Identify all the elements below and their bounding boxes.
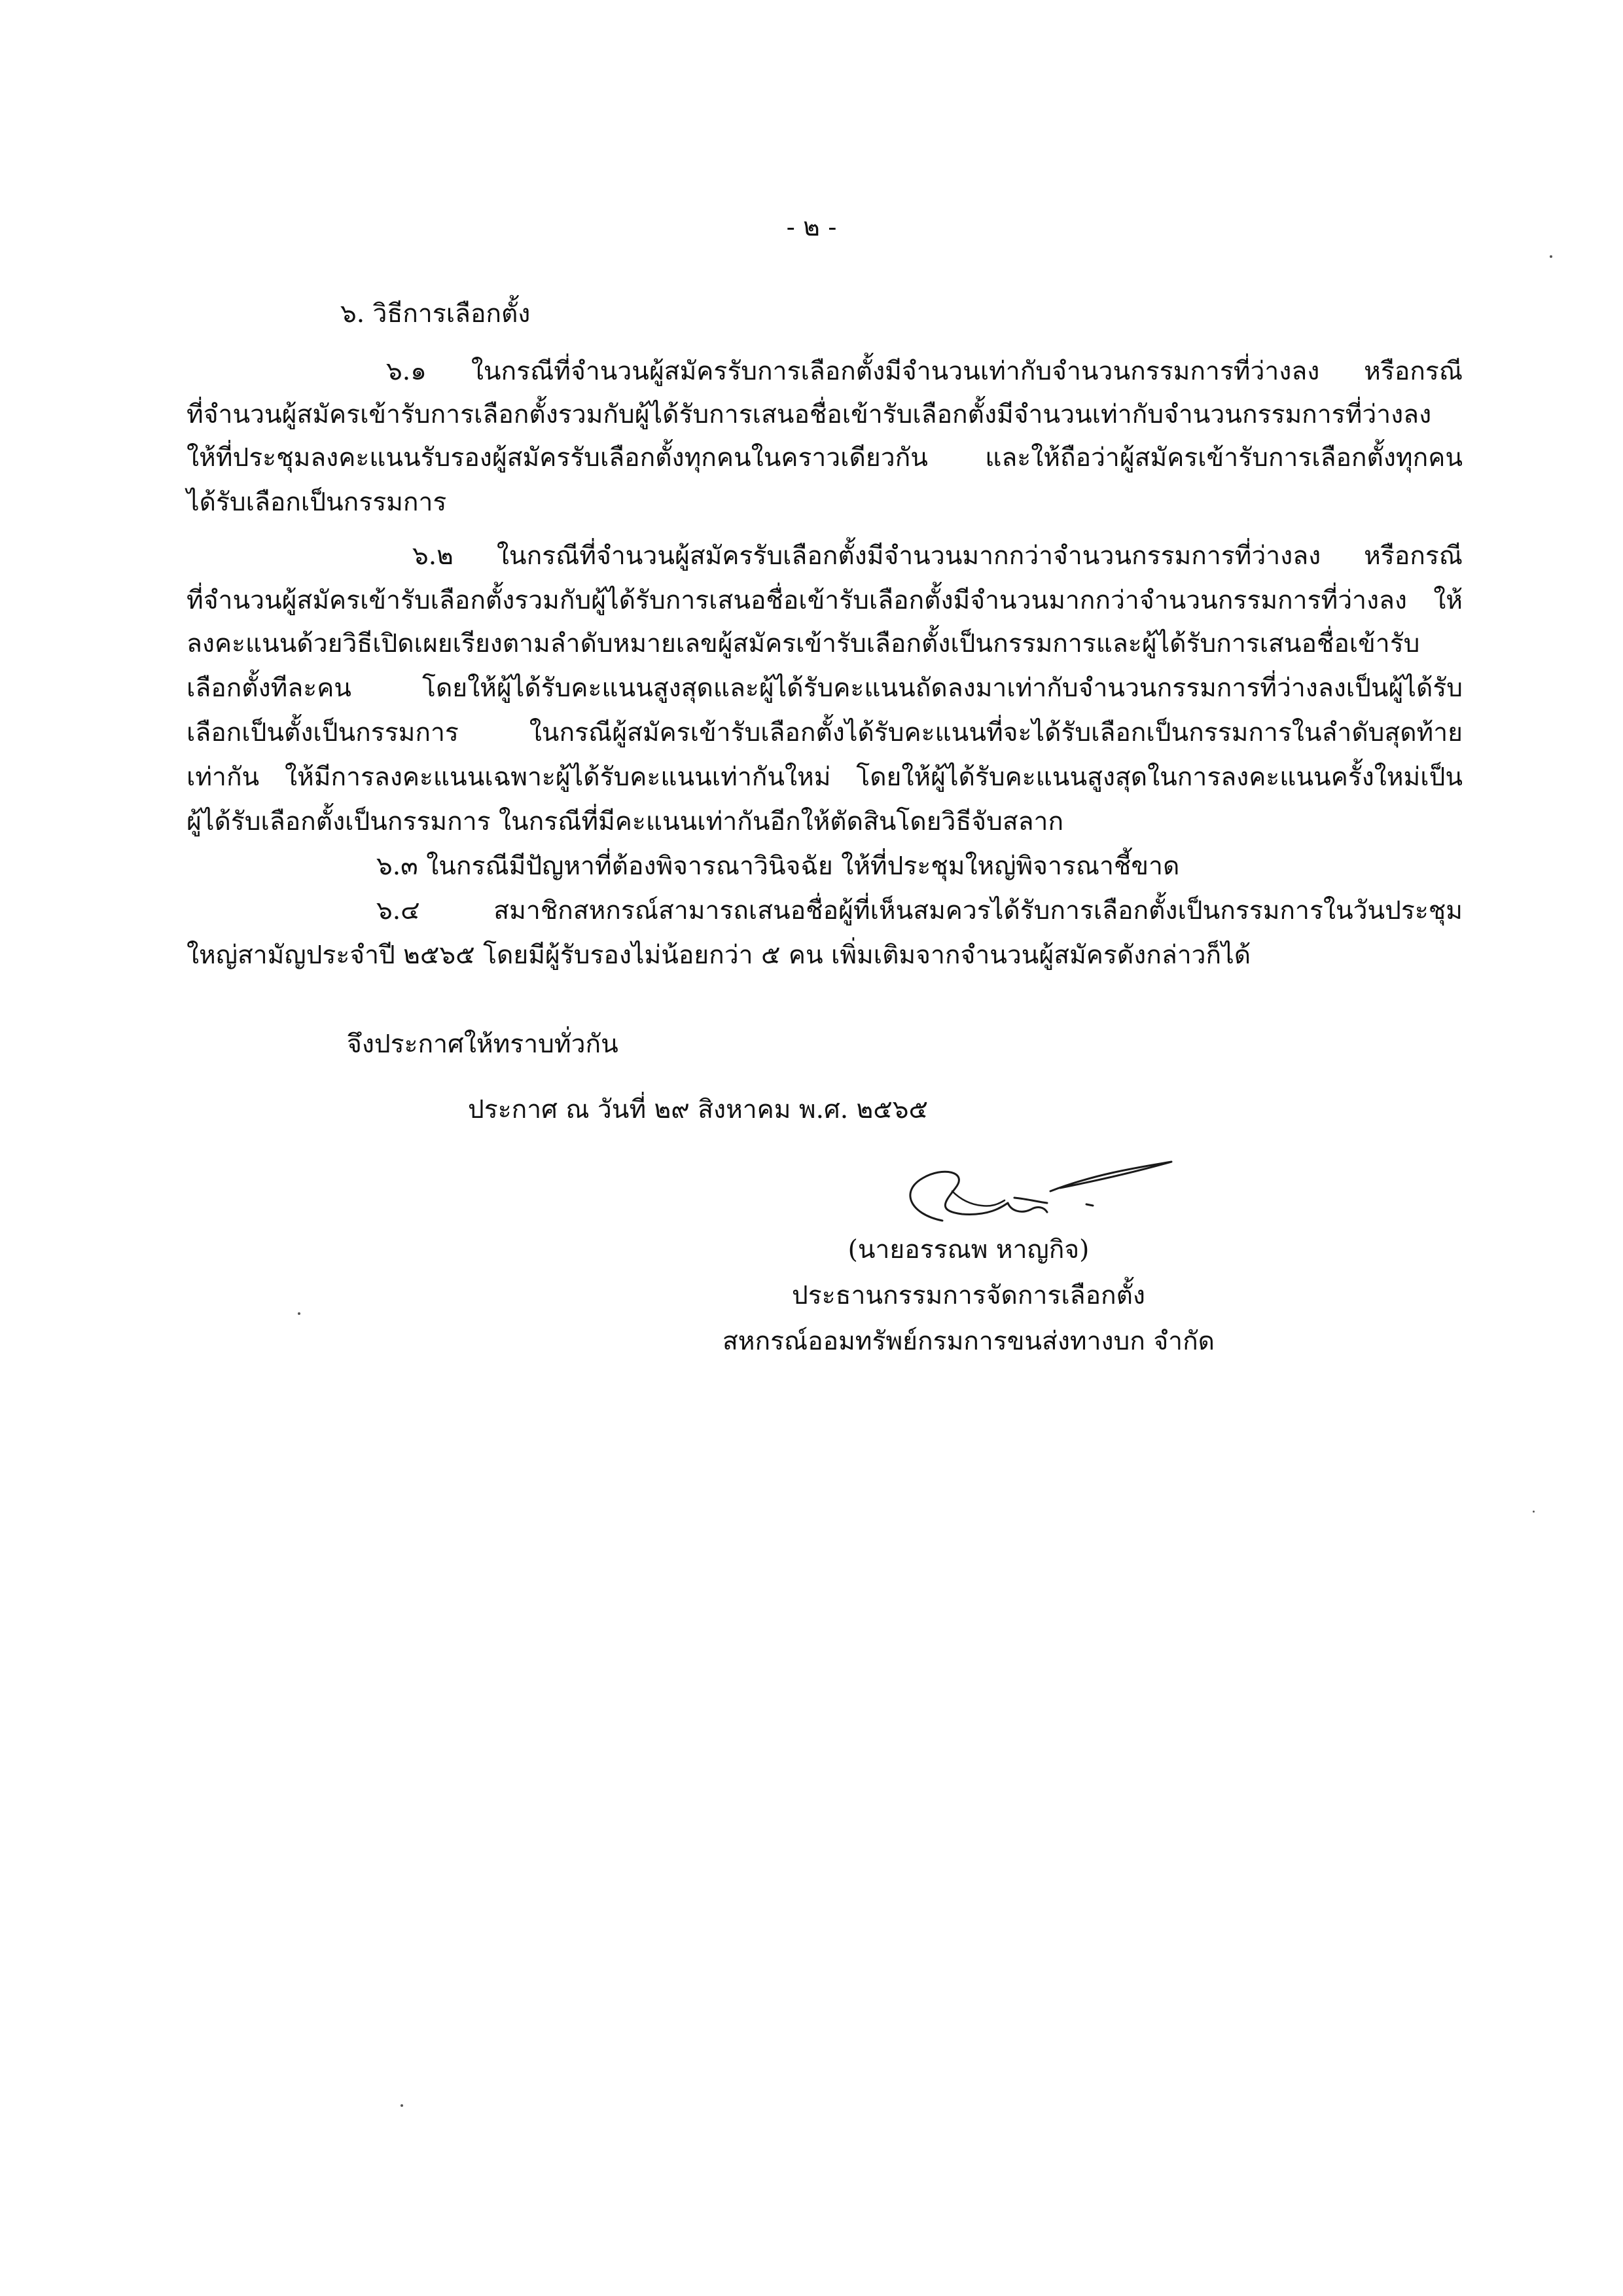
clause-6-1-line: ให้ที่ประชุมลงคะแนนรับรองผู้สมัครรับเลือกตั้งทุกคนในคราวเดียวกัน และให้ถือว่าผู้สมัครเข้ารับการเลือกตั้งทุกคน xyxy=(187,443,1463,473)
signer-organization: สหกรณ์ออมทรัพย์กรมการขนส่งทางบก จำกัด xyxy=(722,1327,1215,1356)
handwritten-signature xyxy=(897,1152,1178,1244)
clause-6-4-line: ๖.๔ สมาชิกสหกรณ์สามารถเสนอชื่อผู้ที่เห็นสมควรได้รับการเลือกตั้งเป็นกรรมการในวันประชุม xyxy=(376,896,1463,925)
clause-6-1-line: ๖.๑ ในกรณีที่จำนวนผู้สมัครรับการเลือกตั้งมีจำนวนเท่ากับจำนวนกรรมการที่ว่างลง หรือกรณี xyxy=(386,357,1463,386)
clause-6-2-line: เลือกตั้งทีละคน โดยให้ผู้ได้รับคะแนนสูงสุดและผู้ได้รับคะแนนถัดลงมาเท่ากับจำนวนกรรมการที่ว่างลงเป็นผู้ได้รับ xyxy=(187,673,1463,703)
clause-6-2-line: เท่ากัน ให้มีการลงคะแนนเฉพาะผู้ได้รับคะแนนเท่ากันใหม่ โดยให้ผู้ได้รับคะแนนสูงสุดในการลงคะแนนครั้งใหม่เป็น xyxy=(187,762,1463,792)
clause-6-2-line: ผู้ได้รับเลือกตั้งเป็นกรรมการ ในกรณีที่มีคะแนนเท่ากันอีกให้ตัดสินโดยวิธีจับสลาก xyxy=(187,807,1064,836)
clause-6-2-line: ลงคะแนนด้วยวิธีเปิดเผยเรียงตามลำดับหมายเลขผู้สมัครเข้ารับเลือกตั้งเป็นกรรมการและผู้ได้รับการเสนอชื่อเข้ารับ xyxy=(187,629,1420,658)
signer-title: ประธานกรรมการจัดการเลือกตั้ง xyxy=(792,1281,1145,1310)
scan-speck xyxy=(1550,255,1552,258)
issued-date: ประกาศ ณ วันที่ ๒๙ สิงหาคม พ.ศ. ๒๕๖๕ xyxy=(468,1095,929,1124)
page-number: - ๒ - xyxy=(786,213,837,242)
section-heading: ๖. วิธีการเลือกตั้ง xyxy=(340,299,531,329)
clause-6-4-line: ใหญ่สามัญประจำปี ๒๕๖๕ โดยมีผู้รับรองไม่น้อยกว่า ๕ คน เพิ่มเติมจากจำนวนผู้สมัครดังกล่าวก็ได้ xyxy=(187,941,1251,970)
signer-name: (นายอรรณพ หาญกิจ) xyxy=(847,1235,1090,1265)
clause-6-1-line: ได้รับเลือกเป็นกรรมการ xyxy=(187,488,447,517)
clause-6-1-line: ที่จำนวนผู้สมัครเข้ารับการเลือกตั้งรวมกับผู้ได้รับการเสนอชื่อเข้ารับเลือกตั้งมีจำนวนเท่ากับจำนวนกรรมการที่ว่างลง xyxy=(187,400,1432,429)
scan-speck xyxy=(1533,1511,1535,1513)
clause-6-2-line: ๖.๒ ในกรณีที่จำนวนผู้สมัครรับเลือกตั้งมีจำนวนมากกว่าจำนวนกรรมการที่ว่างลง หรือกรณี xyxy=(412,541,1463,571)
scan-speck xyxy=(401,2104,403,2107)
clause-6-2-line: ที่จำนวนผู้สมัครเข้ารับเลือกตั้งรวมกับผู้ได้รับการเสนอชื่อเข้ารับเลือกตั้งมีจำนวนมากกว่าจำนวนกรรมการที่ว่างลง ให้ xyxy=(187,586,1463,615)
announcement: จึงประกาศให้ทราบทั่วกัน xyxy=(347,1030,618,1059)
scan-speck xyxy=(298,1312,300,1315)
clause-6-2-line: เลือกเป็นตั้งเป็นกรรมการ ในกรณีผู้สมัครเข้ารับเลือกตั้งได้รับคะแนนที่จะได้รับเลือกเป็นกรรมการในลำดับสุดท้าย xyxy=(187,718,1463,747)
clause-6-3-line: ๖.๓ ในกรณีมีปัญหาที่ต้องพิจารณาวินิจฉัย ให้ที่ประชุมใหญ่พิจารณาชี้ขาด xyxy=(376,852,1180,881)
